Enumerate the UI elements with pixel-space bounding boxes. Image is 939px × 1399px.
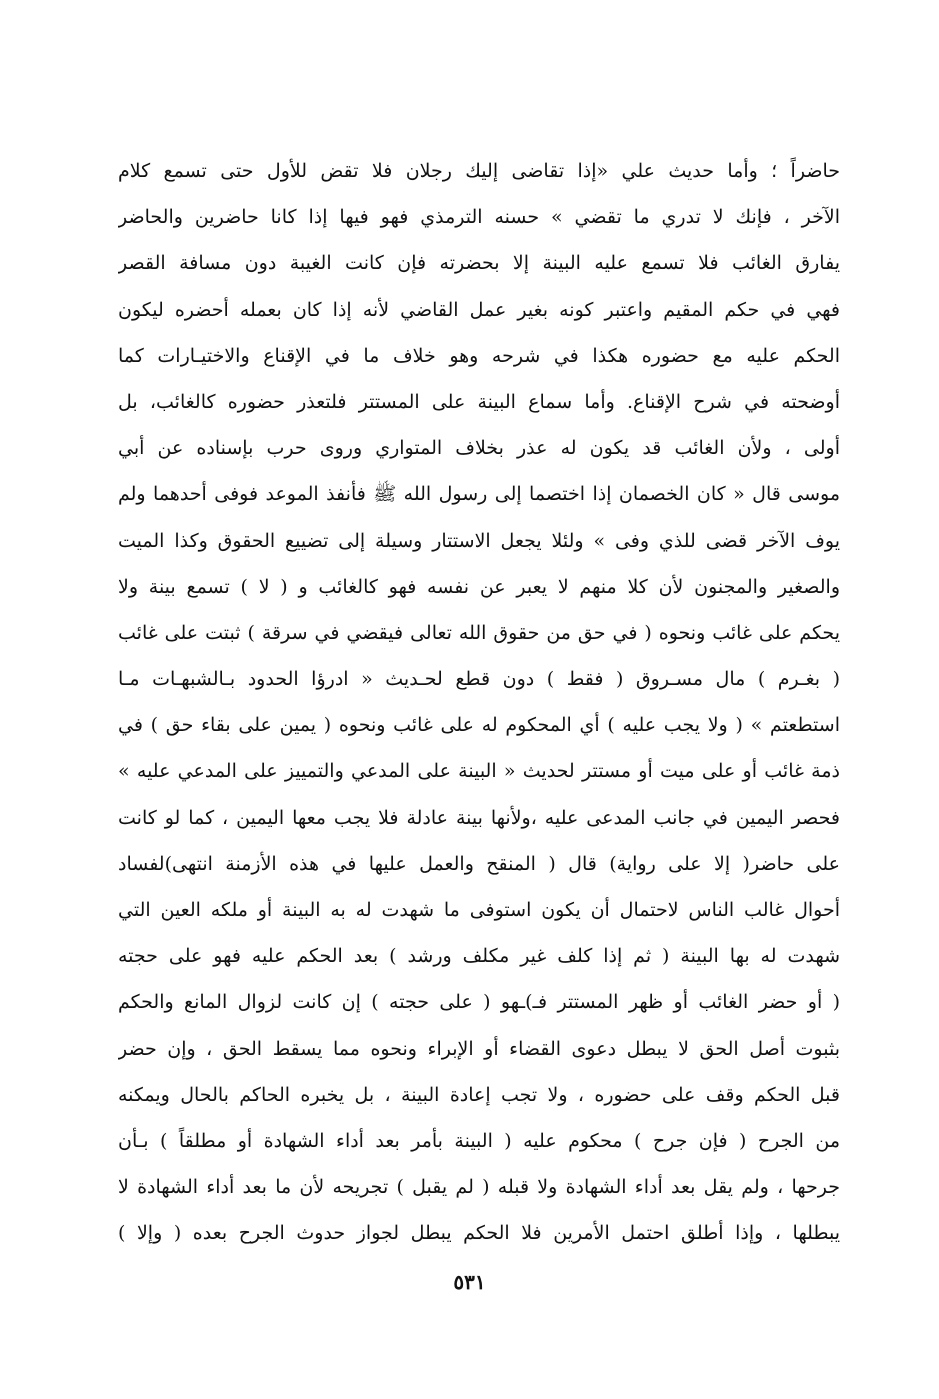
text-line: قبل الحكم وقف على حضوره ، ولا تجب إعادة البينة ، بل يخبره الحاكم بالحال ويمكنه — [118, 1083, 840, 1106]
text-line: شهدت له بها البينة ( ثم إذا كلف غير مكلف ورشد ) بعد الحكم عليه فهو على حجته — [118, 945, 840, 968]
text-line: فحصر اليمين في جانب المدعى عليه ،ولأنها بينة عادلة فلا يجب معها اليمين ، كما لو كانت — [118, 806, 840, 829]
text-line: فهي في حكم المقيم واعتبر كونه بغير عمل القاضي لأنه إذا كان بعمله أحضره ليكون — [118, 298, 840, 321]
text-line: أوضحته في شرح الإقناع. وأما سماع البينة على المستتر فلتعذر حضوره كالغائب، بل — [118, 390, 840, 413]
text-line: حاضراً ؛ وأما حديث علي «إذا تقاضى إليك رجلان فلا تقض للأول حتى تسمع كلام — [118, 160, 840, 182]
text-line: ( بغـرم ) مال مسـروق ( فقط ) دون قطع لحـديث « ادرؤا الحدود بـالشبهـات مـا — [118, 668, 840, 691]
text-line: والصغير والمجنون لأن كلا منهم لا يعبر عن نفسه فهو كالغائب و ( لا ) تسمع بينة ولا — [118, 575, 840, 598]
body-text — [118, 148, 840, 1257]
text-line: يفارق الغائب فلا تسمع عليه البينة إلا بحضرته فإن كانت الغيبة دون مسافة القصر — [118, 252, 840, 275]
page-number: ٥٣١ — [453, 1270, 486, 1294]
text-line: ذمة غائب أو على ميت أو مستتر لحديث « البينة على المدعي والتمييز على المدعي عليه » — [118, 760, 840, 783]
text-line: على حاضر( إلا على رواية) قال ( المنقح والعمل عليها في هذه الأزمنة انتهى)لفساد — [118, 852, 840, 875]
text-line: جرحها ، ولم يقل بعد أداء الشهادة ولا قبله ( لم يقبل ) تجريحه لأن ما بعد أداء الشهادة لا — [118, 1176, 840, 1199]
text-line: الآخر ، فإنك لا تدري ما تقضي » حسنه الترمذي فهو فيها إذا كانا حاضرين والحاضر — [118, 206, 840, 229]
text-line: يبطلها ، وإذا أطلق احتمل الأمرين فلا الحكم يبطل لجواز حدوث الجرح بعده ( وإلا ) — [118, 1222, 840, 1245]
text-line: موسى قال « كان الخصمان إذا اختصما إلى رسول الله ﷺ فأنفذ الموعد فوفى أحدهما ولم — [118, 483, 840, 506]
text-line: أولى ، ولأن الغائب قد يكون له عذر بخلاف المتواري وروى حرب بإسناده عن أبي — [118, 437, 840, 460]
text-line: يحكم على غائب ونحوه ( في حق من حقوق الله تعالى فيقضي في سرقة ) ثبتت على غائب — [118, 621, 840, 644]
text-line: أحوال غالب الناس لاحتمال أن يكون استوفى ما شهدت له به البينة أو ملكه العين التي — [118, 899, 840, 921]
text-line: استطعتم » ( ولا يجب عليه ) أي المحكوم له على غائب ونحوه ( يمين على بقاء حق ) في — [118, 714, 840, 737]
text-line: يوف الآخر قضى للذي وفى » ولئلا يجعل الاستتار وسيلة إلى تضييع الحقوق وكذا الميت — [118, 529, 840, 552]
text-line: ( أو حضر الغائب أو ظهر المستتر فـ)ـهو ( على حجته ) إن كانت لزوال المانع والحكم — [118, 991, 840, 1014]
text-line: بثبوت أصل الحق لا يبطل دعوى القضاء أو الإبراء ونحوه مما يسقط الحق ، وإن حضر — [118, 1037, 840, 1060]
text-line: الحكم عليه مع حضوره هكذا في شرحه وهو خلاف ما في الإقناع والاختيـارات كما — [118, 344, 840, 367]
text-line: من الجرح ( فإن جرح ) محكوم عليه ( البينة بأمر بعد أداء الشهادة أو مطلقاً ) بـأن — [118, 1129, 840, 1152]
